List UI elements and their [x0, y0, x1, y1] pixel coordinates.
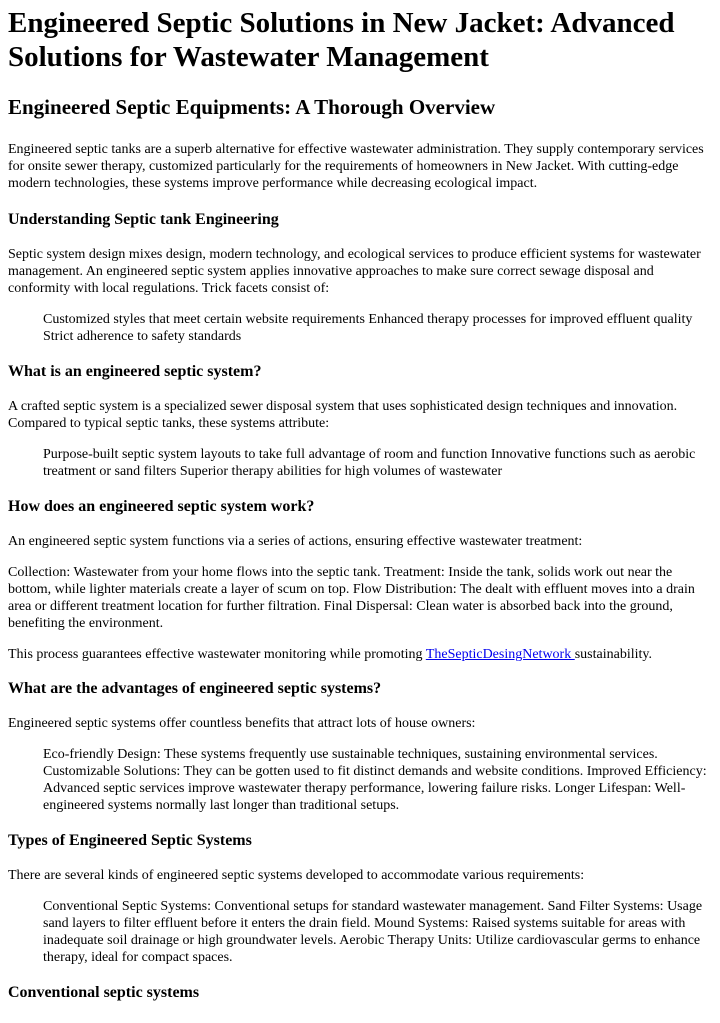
overview-paragraph: Engineered septic tanks are a superb alternative for effective wastewater administration. They supply contemporary services for onsite sewer therapy, customized particularly for the requirements of homeowners in New Jacket. With cutting-edge modern technologies, these systems improve performance while decreasing ecological impact.	[8, 142, 704, 191]
article	[0, 6, 720, 1003]
paragraph-text-before-link: This process guarantees effective wastewater monitoring while promoting	[8, 647, 426, 662]
advantages-paragraph: Engineered septic systems offer countless benefits that attract lots of house owners:	[8, 716, 476, 731]
what-is-paragraph: A crafted septic system is a specialized sewer disposal system that uses sophisticated design techniques and innovation. Compared to typical septic tanks, these systems attribute:	[8, 399, 678, 431]
conventional-heading: Conventional septic systems	[8, 984, 200, 1001]
how-work-paragraph-2: Collection: Wastewater from your home flows into the septic tank. Treatment: Inside the tank, solids work out near the bottom, while lighter materials create a layer of scum on top. Flow Distribution: The dealt with effluent moves into a drain area or different treatment location for further filtration. Final Dispersal: Clean water is absorbed back into the ground, benefiting the environment.	[8, 565, 695, 631]
what-is-heading: What is an engineered septic system?	[8, 363, 262, 380]
septic-network-link[interactable]: TheSepticDesingNetwork	[425, 647, 575, 662]
how-work-heading: How does an engineered septic system work?	[8, 498, 315, 515]
overview-heading: Engineered Septic Equipments: A Thorough Overview	[8, 95, 496, 119]
understanding-heading: Understanding Septic tank Engineering	[8, 211, 279, 228]
how-work-paragraph-3	[8, 646, 712, 663]
how-work-paragraph-1: An engineered septic system functions via a series of actions, ensuring effective wastewater treatment:	[8, 534, 583, 549]
types-paragraph: There are several kinds of engineered septic systems developed to accommodate various requirements:	[8, 868, 585, 883]
types-list: Conventional Septic Systems: Conventional setups for standard wastewater management. Sand Filter Systems: Usage sand layers to filter effluent before it enters the drain field. Mound Systems: Raised systems suitable for areas with inadequate soil drainage or high groundwater levels. Aerobic Therapy Units: Utilize cardiovascular germs to enhance therapy, ideal for compact spaces.	[43, 899, 703, 965]
understanding-list: Customized styles that meet certain website requirements Enhanced therapy processes for improved effluent quality Strict adherence to safety standards	[43, 312, 693, 344]
advantages-list: Eco-friendly Design: These systems frequently use sustainable techniques, sustaining environmental services. Customizable Solutions: They can be gotten used to fit distinct demands and website conditions. Improved Efficiency: Advanced septic services improve wastewater therapy performance, lowering failure risks. Longer Lifespan: Well-engineered systems normally last longer than traditional setups.	[43, 747, 707, 813]
understanding-paragraph: Septic system design mixes design, modern technology, and ecological services to produce efficient systems for wastewater management. An engineered septic system applies innovative approaches to make sure correct sewage disposal and conformity with local regulations. Trick facets consist of:	[8, 247, 701, 296]
paragraph-text-after-link: sustainability.	[574, 647, 652, 662]
page-title: Engineered Septic Solutions in New Jacket: Advanced Solutions for Wastewater Management	[8, 7, 675, 73]
advantages-heading: What are the advantages of engineered septic systems?	[8, 680, 382, 697]
types-heading: Types of Engineered Septic Systems	[8, 832, 252, 849]
what-is-list: Purpose-built septic system layouts to take full advantage of room and function Innovative functions such as aerobic treatment or sand filters Superior therapy abilities for high volumes of wastewater	[43, 447, 696, 479]
